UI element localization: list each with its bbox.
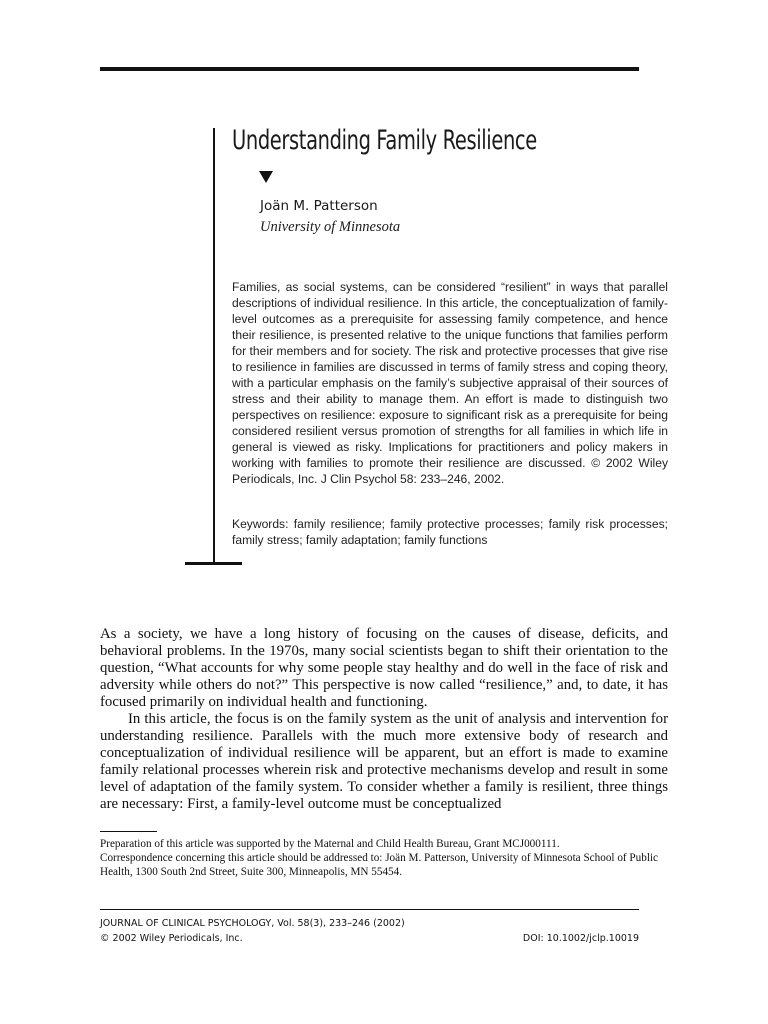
- footer-rule: [100, 909, 639, 910]
- header-rule: [100, 67, 639, 71]
- body-paragraph: As a society, we have a long history of focusing on the causes of disease, deficits, and behavioral problems. In the 1970s, many social scientists began to shift their orientation to the question, “What accounts for why some people stay healthy and do well in the face of risk and adversity while others do not?” This perspective is now called “resilience,” and, to date, it has focused primarily on individual health and functioning.: [100, 626, 668, 710]
- abstract: Families, as social systems, can be considered “resilient” in ways that parallel descriptions of individual resilience. In this article, the conceptualization of family-level outcomes as a prerequisite for assessing family competence, and hence their resilience, is presented relative to the unique functions that families perform for their members and for society. The risk and protective processes that give rise to resilience in families are discussed in terms of family stress and coping theory, with a particular emphasis on the family’s subjective appraisal of their sources of stress and their ability to manage them. An effort is made to distinguish two perspectives on resilience: exposure to significant risk as a prerequisite for being considered resilient versus promotion of strengths for all families in which life in general is viewed as risky. Implications for practitioners and policy makers in working with families to promote their resilience are discussed. © 2002 Wiley Periodicals, Inc. J Clin Psychol 58: 233–246, 2002.: [232, 280, 668, 486]
- doi-link[interactable]: DOI: 10.1002/jclp.10019: [522, 933, 639, 944]
- title-block-foot-rule: [185, 562, 242, 565]
- article-title: Understanding Family Resilience: [232, 125, 537, 156]
- body-paragraph: In this article, the focus is on the family system as the unit of analysis and intervention for understanding resilience. Parallels with the much more extensive body of research and conceptualization of individual resilience will be apparent, but an effort is made to examine family relational processes wherein risk and protective mechanisms develop and result in some level of adaptation of the family system. To consider whether a family is resilient, three things are necessary: First, a family-level outcome must be conceptualized: [100, 711, 668, 812]
- page-footer: [100, 916, 639, 946]
- author-name: Joän M. Patterson: [260, 198, 378, 214]
- journal-citation: JOURNAL OF CLINICAL PSYCHOLOGY, Vol. 58(3), 233–246 (2002): [100, 918, 405, 929]
- footnotes: [100, 837, 668, 879]
- body-text: [100, 626, 668, 813]
- triangle-down-icon: [259, 171, 273, 183]
- author-affiliation: University of Minnesota: [260, 219, 401, 235]
- copyright-notice: © 2002 Wiley Periodicals, Inc.: [100, 933, 243, 944]
- footnote-funding: Preparation of this article was supported by the Maternal and Child Health Bureau, Grant MCJ000111.: [100, 838, 560, 850]
- keywords: Keywords: family resilience; family protective processes; family risk processes; family stress; family adaptation; family functions: [232, 517, 668, 547]
- footnote-correspondence: Correspondence concerning this article should be addressed to: Joän M. Patterson, University of Minnesota School of Public Health, 1300 South 2nd Street, Suite 300, Minneapolis, MN 55454.: [100, 852, 659, 878]
- footnote-rule: [100, 831, 157, 832]
- title-block-rule: [213, 128, 215, 564]
